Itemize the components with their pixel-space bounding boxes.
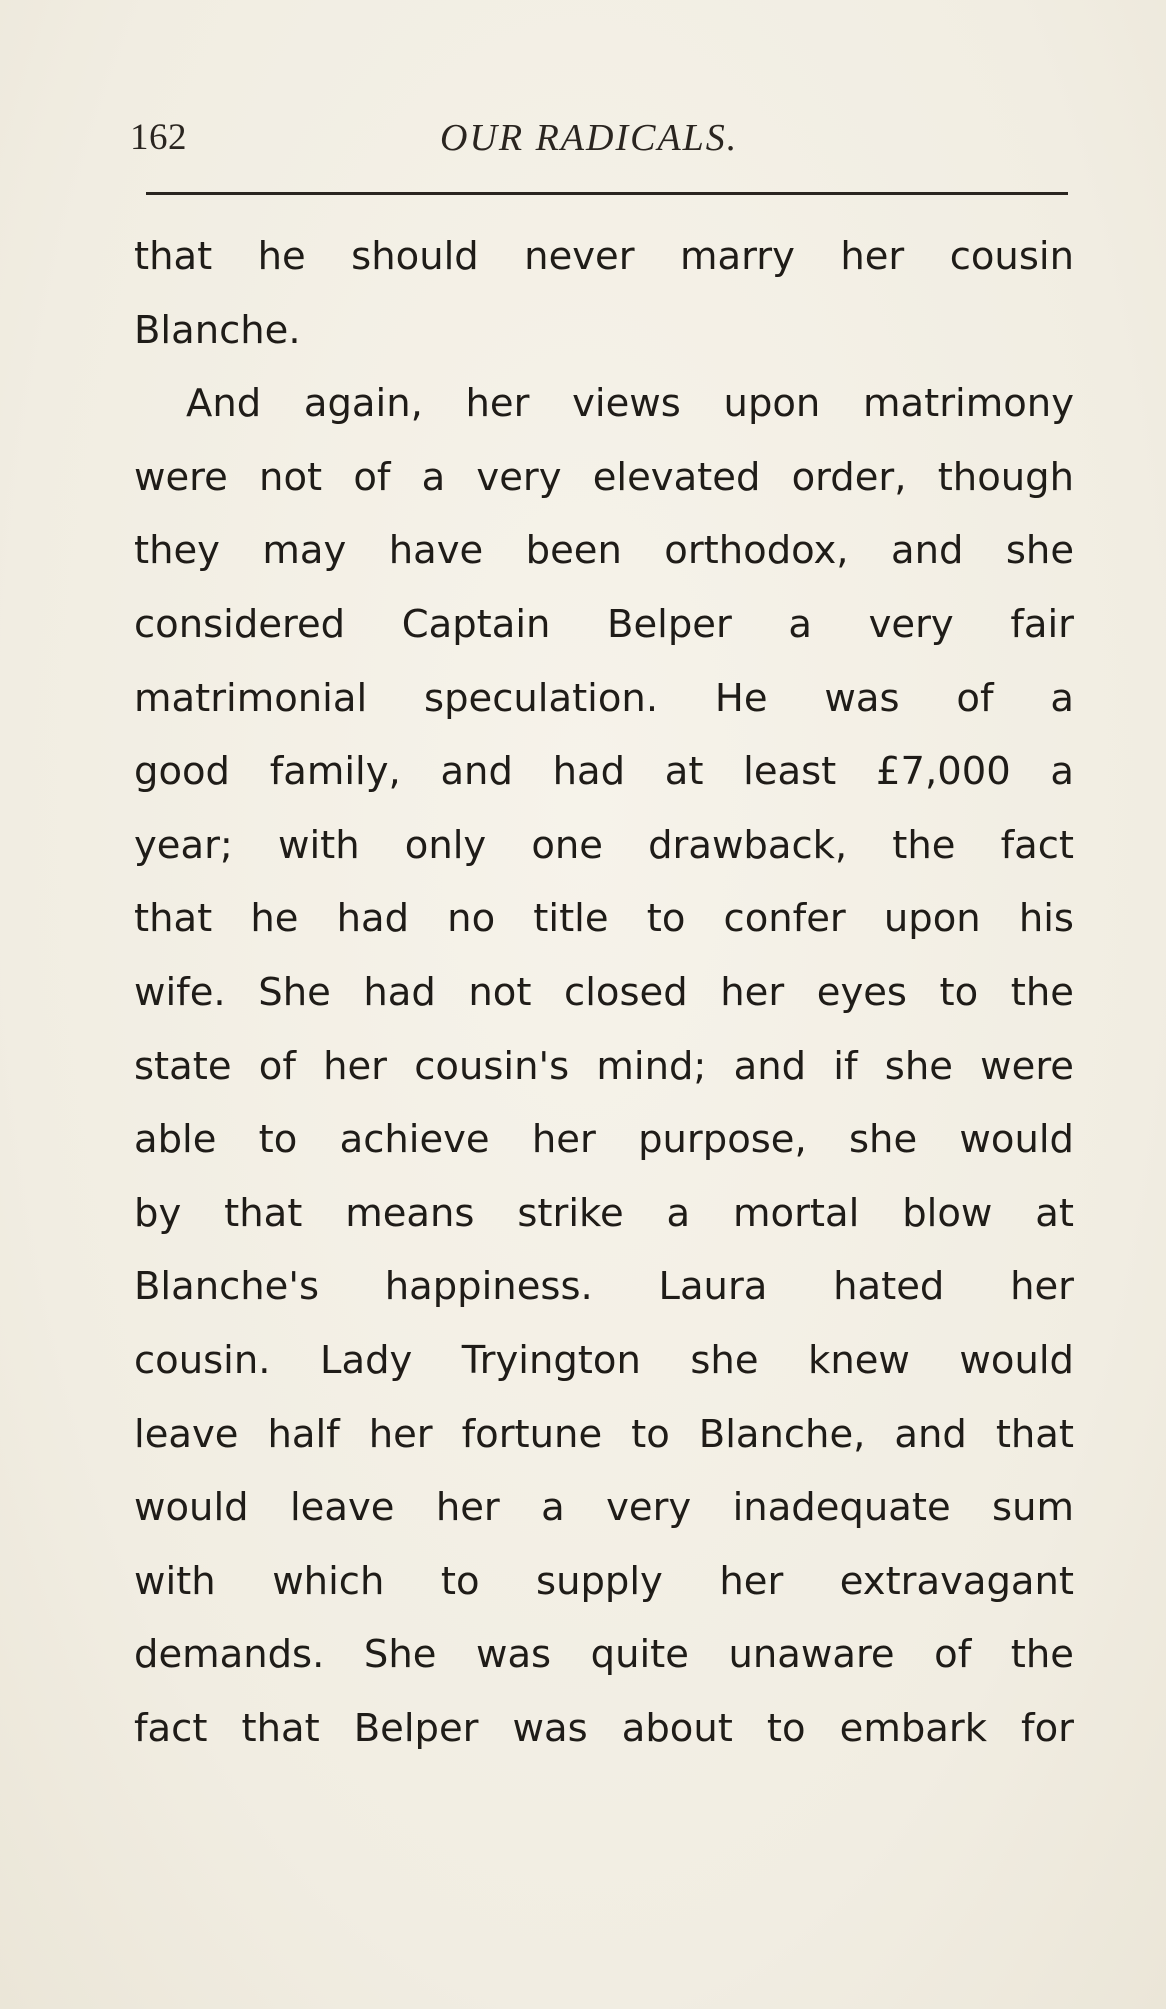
text-line: they may have been orthodox, and she xyxy=(134,528,1074,574)
text-line: by that means strike a mortal blow at xyxy=(134,1190,1074,1236)
text-line: Blanche. xyxy=(134,307,301,353)
text-line: cousin. Lady Tryington she knew would xyxy=(134,1337,1074,1383)
page-number: 162 xyxy=(130,117,187,158)
text-line: demands. She was quite unaware of the xyxy=(134,1632,1074,1678)
text-line: that he should never marry her cousin xyxy=(134,234,1074,279)
running-title: OUR RADICALS. xyxy=(440,117,739,159)
text-line: leave half her fortune to Blanche, and that xyxy=(134,1411,1074,1457)
text-line: with which to supply her extravagant xyxy=(134,1558,1074,1604)
text-line: matrimonial speculation. He was of a xyxy=(134,675,1074,721)
text-line: And again, her views upon matrimony xyxy=(186,381,1074,427)
text-line: state of her cousin's mind; and if she were xyxy=(134,1043,1074,1089)
header-rule xyxy=(146,192,1068,195)
page-header xyxy=(130,116,1072,166)
text-line: Blanche's happiness. Laura hated her xyxy=(134,1264,1074,1310)
text-line: that he had no title to confer upon his xyxy=(134,896,1074,942)
text-line: able to achieve her purpose, she would xyxy=(134,1117,1074,1163)
text-line: considered Captain Belper a very fair xyxy=(134,601,1074,647)
text-line: year; with only one drawback, the fact xyxy=(134,822,1074,868)
text-line: fact that Belper was about to embark for xyxy=(134,1705,1074,1751)
text-line: would leave her a very inadequate sum xyxy=(134,1485,1074,1531)
text-line: good family, and had at least £7,000 a xyxy=(134,749,1074,795)
text-line: were not of a very elevated order, though xyxy=(134,454,1074,500)
text-line: wife. She had not closed her eyes to the xyxy=(134,969,1074,1015)
body-text xyxy=(134,220,1074,1765)
